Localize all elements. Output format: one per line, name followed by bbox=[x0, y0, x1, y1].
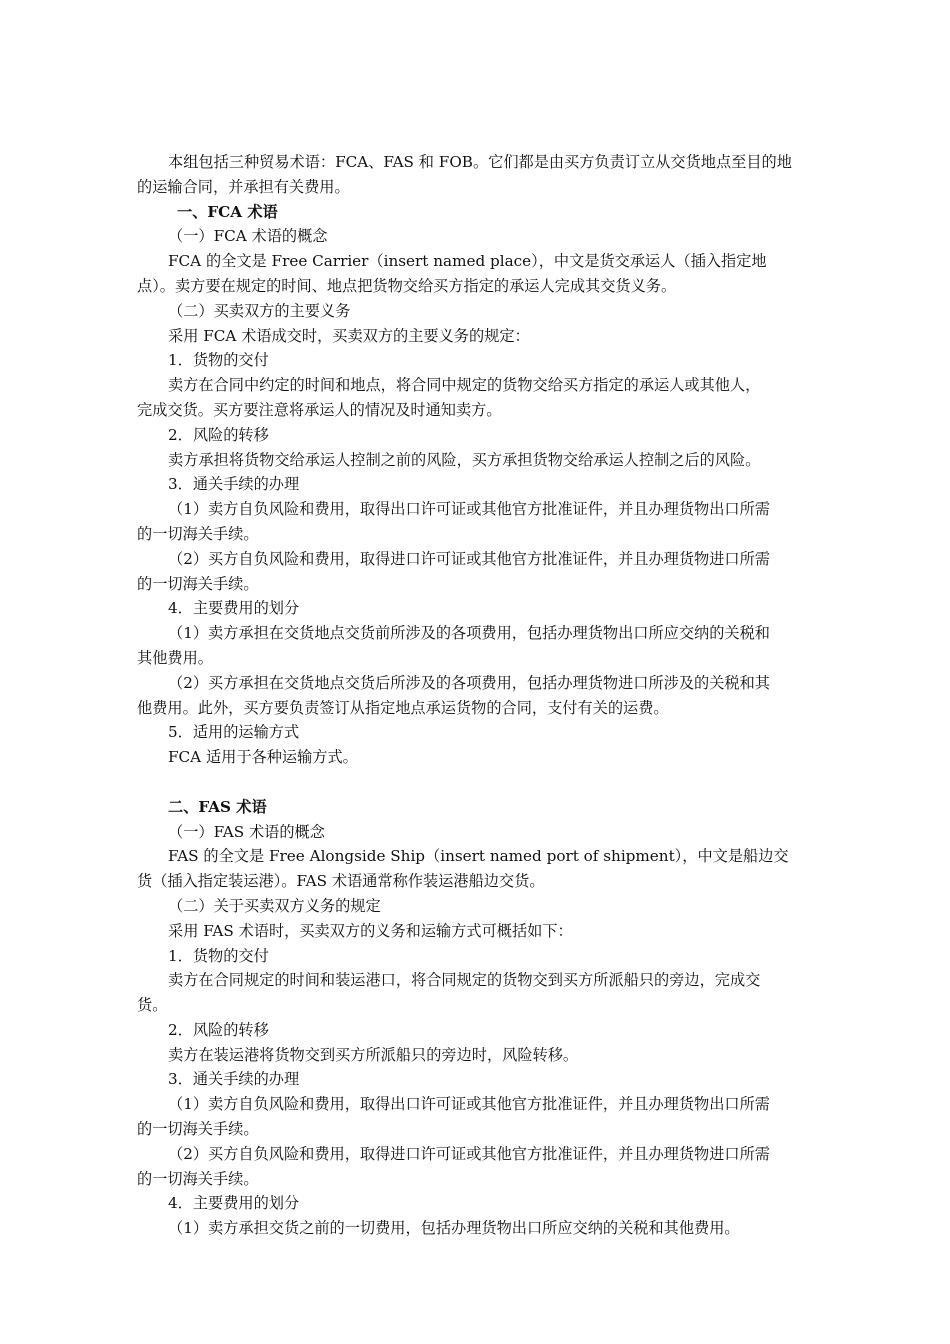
fca-duties-intro: 采用 FCA 术语成交时，买卖双方的主要义务的规定： bbox=[168, 326, 530, 345]
fas-heading: 二、FAS 术语 bbox=[168, 797, 267, 816]
fca-item4-p2-line-1: （2）买方承担在交货地点交货后所涉及的各项费用，包括办理货物进口所涉及的关税和其 bbox=[168, 673, 770, 692]
fca-item3-title: 3．通关手续的办理 bbox=[168, 475, 300, 494]
fca-item4-p1-line-2: 其他费用。 bbox=[137, 648, 213, 667]
fas-item2-text: 卖方在装运港将货物交到买方所派船只的旁边时，风险转移。 bbox=[168, 1045, 579, 1064]
section-spacer bbox=[137, 770, 838, 795]
fca-item4-title: 4．主要费用的划分 bbox=[168, 599, 300, 618]
fca-item3-p1-line-2: 的一切海关手续。 bbox=[137, 524, 259, 543]
fca-item4-p2-line-2: 他费用。此外，买方要负责签订从指定地点承运货物的合同，支付有关的运费。 bbox=[137, 698, 669, 717]
fas-item1-title: 1．货物的交付 bbox=[168, 946, 269, 965]
intro-line-1: 本组包括三种贸易术语：FCA、FAS 和 FOB。它们都是由买方负责订立从交货地点至目的地 bbox=[168, 153, 792, 171]
fas-item2-title: 2．风险的转移 bbox=[168, 1020, 269, 1039]
fas-item1-line-1: 卖方在合同规定的时间和装运港口，将合同规定的货物交到买方所派船只的旁边，完成交 bbox=[168, 971, 761, 990]
fas-concept-line-1: FAS 的全文是 Free Alongside Ship（insert named port of shipment），中文是船边交 bbox=[168, 847, 789, 866]
fca-item5-title: 5．适用的运输方式 bbox=[168, 723, 300, 742]
fca-item2-text: 卖方承担将货物交给承运人控制之前的风险，买方承担货物交给承运人控制之后的风险。 bbox=[168, 450, 761, 469]
fas-item3-p2-line-1: （2）买方自负风险和费用，取得进口许可证或其他官方批准证件，并且办理货物进口所需 bbox=[168, 1144, 770, 1163]
fas-duties-intro: 采用 FAS 术语时，买卖双方的义务和运输方式可概括如下： bbox=[168, 921, 573, 940]
intro-line-2: 的运输合同，并承担有关费用。 bbox=[137, 177, 350, 196]
fas-item3-p1-line-2: 的一切海关手续。 bbox=[137, 1120, 259, 1139]
fas-item4-title: 4．主要费用的划分 bbox=[168, 1194, 300, 1213]
fca-concept-title: （一）FCA 术语的概念 bbox=[168, 227, 328, 246]
fca-item1-title: 1．货物的交付 bbox=[168, 351, 269, 370]
fas-item3-title: 3．通关手续的办理 bbox=[168, 1070, 300, 1089]
fca-concept-line-2: 点）。卖方要在规定的时间、地点把货物交给买方指定的承运人完成其交货义务。 bbox=[137, 276, 677, 295]
fas-concept-title: （一）FAS 术语的概念 bbox=[168, 822, 325, 841]
fca-item4-p1-line-1: （1）卖方承担在交货地点交货前所涉及的各项费用，包括办理货物出口所应交纳的关税和 bbox=[168, 624, 770, 643]
fca-item3-p2-line-2: 的一切海关手续。 bbox=[137, 574, 259, 593]
fca-item5-text: FCA 适用于各种运输方式。 bbox=[168, 748, 358, 767]
fca-duties-title: （二）买卖双方的主要义务 bbox=[168, 301, 351, 320]
fas-item3-p2-line-2: 的一切海关手续。 bbox=[137, 1169, 259, 1188]
fca-item1-line-1: 卖方在合同中约定的时间和地点，将合同中规定的货物交给买方指定的承运人或其他人， bbox=[168, 376, 761, 395]
fca-item2-title: 2．风险的转移 bbox=[168, 425, 269, 444]
fas-concept-line-2: 货（插入指定装运港）。FAS 术语通常称作装运港船边交货。 bbox=[137, 872, 545, 891]
fas-item4-p1: （1）卖方承担交货之前的一切费用，包括办理货物出口所应交纳的关税和其他费用。 bbox=[168, 1219, 740, 1238]
fas-item1-line-2: 货。 bbox=[137, 996, 168, 1015]
fas-item3-p1-line-1: （1）卖方自负风险和费用，取得出口许可证或其他官方批准证件，并且办理货物出口所需 bbox=[168, 1095, 770, 1114]
fca-item1-line-2: 完成交货。买方要注意将承运人的情况及时通知卖方。 bbox=[137, 400, 502, 419]
fca-item3-p1-line-1: （1）卖方自负风险和费用，取得出口许可证或其他官方批准证件，并且办理货物出口所需 bbox=[168, 500, 770, 519]
fca-heading: 一、FCA 术语 bbox=[177, 202, 278, 221]
fca-item3-p2-line-1: （2）买方自负风险和费用，取得进口许可证或其他官方批准证件，并且办理货物进口所需 bbox=[168, 549, 770, 568]
fas-duties-title: （二）关于买卖双方义务的规定 bbox=[168, 896, 381, 915]
fca-concept-line-1: FCA 的全文是 Free Carrier（insert named place），中文是货交承运人（插入指定地 bbox=[168, 252, 767, 271]
